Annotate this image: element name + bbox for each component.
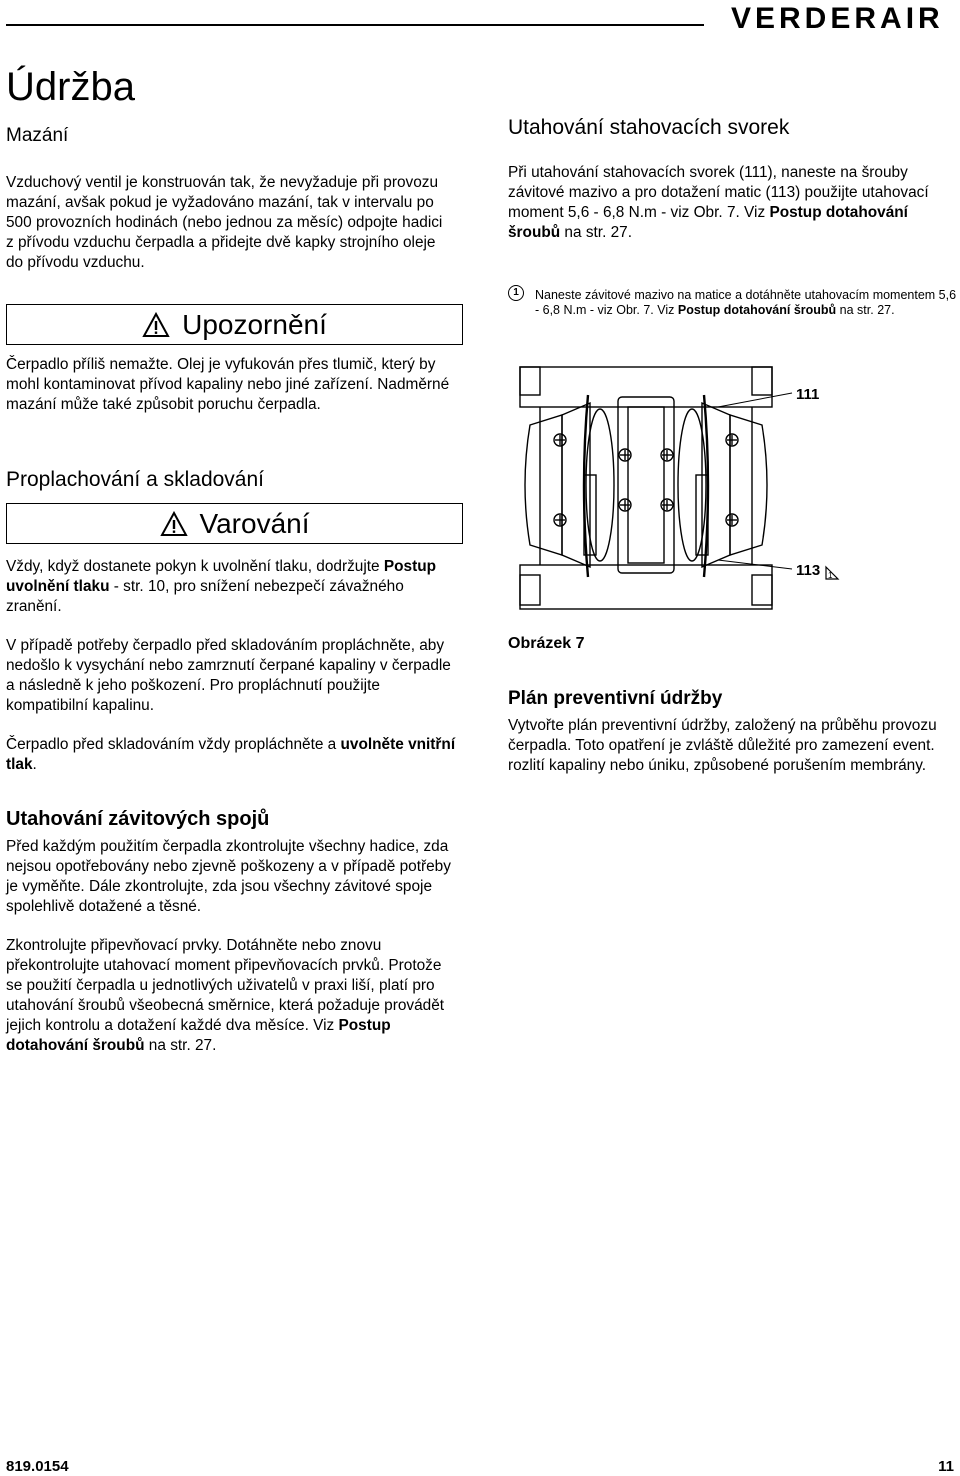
clamps-text: Při utahování stahovacích svorek (111), naneste na šrouby závitové mazivo a pro dotažení matic (113) použijte utahovací moment 5,6 - 6,8 N.m - viz Obr. 7. Viz Postup dotahování šroubů na str. 27. (508, 164, 929, 241)
warning-triangle-icon (142, 312, 170, 338)
top-manifold (520, 367, 772, 407)
verderair-logo (731, 0, 957, 34)
callout-113: 113 (796, 562, 821, 579)
caution-text: Čerpadlo příliš nemažte. Olej je vyfukován přes tlumič, který by mohl kontaminovat přívod kapaliny nebo jiné zařízení. Nadměrné mazání může také způsobit poruchu čerpadla. (6, 356, 450, 413)
flushing-para-2: Čerpadlo před skladováním vždy propláchněte a uvolněte vnitřní tlak. (6, 736, 456, 773)
flushing-heading: Proplachování a skladování (6, 468, 264, 491)
lubrication-text: Vzduchový ventil je konstruován tak, že nevyžaduje při provozu mazání, avšak pokud je vyžadováno mazání, tak v intervalu po 500 provozních hodinách (nebo jednou za měsíc) odpojte hadici z přívodu vzduchu čerpadla a přidejte dvě kapky strojního oleje do přívodu vzduchu. (6, 174, 443, 271)
warning-triangle-icon (160, 511, 188, 537)
bottom-manifold (520, 565, 772, 609)
header-rule (6, 24, 704, 26)
figure-caption: Obrázek 7 (508, 635, 585, 652)
threads-para-2: Zkontrolujte připevňovací prvky. Dotáhněte nebo znovu překontrolujte utahovací moment připevňovacích prvků. Protože se použití čerpadla u jednotlivých uživatelů v praxi liší, platí pro utahování šroubů všeobecná směrnice, která požaduje provádět jejich kontrolu a dotažení každé dva měsíce. Viz Postup dotahování šroubů na str. 27. (6, 937, 445, 1054)
clamps-note: Naneste závitové mazivo na matice a dotáhněte utahovacím momentem 5,6 - 6,8 N.m - viz Obr. 7. Viz Postup dotahování šroubů na str. 27. (535, 288, 957, 317)
clamps-heading: Utahování stahovacích svorek (508, 116, 790, 139)
flushing-para-1: V případě potřeby čerpadlo před skladováním propláchněte, aby nedošlo k vysychání nebo zamrznutí čerpané kapaliny v čerpadle a následně k jeho poškození. Pro propláchnutí použijte kompatibilní kapalinu. (6, 637, 451, 714)
brand-text: VERDERAIR (731, 2, 944, 34)
warning-label: Varování (199, 507, 310, 539)
note-number-icon: 1 (508, 285, 524, 301)
callout-111: 111 (796, 386, 820, 403)
threads-heading: Utahování závitových spojů (6, 808, 270, 830)
footer-doc-number: 819.0154 (6, 1458, 69, 1475)
caution-box (6, 304, 463, 345)
warning-box (6, 503, 463, 544)
footer-page-number: 11 (938, 1458, 954, 1475)
caution-label: Upozornění (182, 308, 327, 340)
page-title: Údržba (6, 65, 135, 109)
center-section (618, 397, 674, 573)
lubrication-heading: Mazání (6, 125, 69, 146)
bolt-markers (554, 434, 738, 526)
threads-para-1: Před každým použitím čerpadla zkontrolujte všechny hadice, zda nejsou opotřebovány nebo zjevně poškozeny a v případě potřeby je vyměňte. Dále zkontrolujte, zda jsou všechny závitové spoje spolehlivě dotažené a těsné. (6, 838, 451, 915)
callout-flag-number: 1 (828, 571, 833, 580)
pump-diagram (500, 355, 840, 625)
plan-heading: Plán preventivní údržby (508, 688, 723, 709)
warning-text: Vždy, když dostanete pokyn k uvolnění tlaku, dodržujte Postup uvolnění tlaku - str. 10, pro snížení nebezpečí závažného zranění. (6, 558, 437, 615)
plan-text: Vytvořte plán preventivní údržby, založený na průběhu provozu čerpadla. Toto opatření je zvláště důležité pro zamezení event. rozlití kapaliny nebo úniku, způsobené porušením membrány. (508, 717, 937, 774)
